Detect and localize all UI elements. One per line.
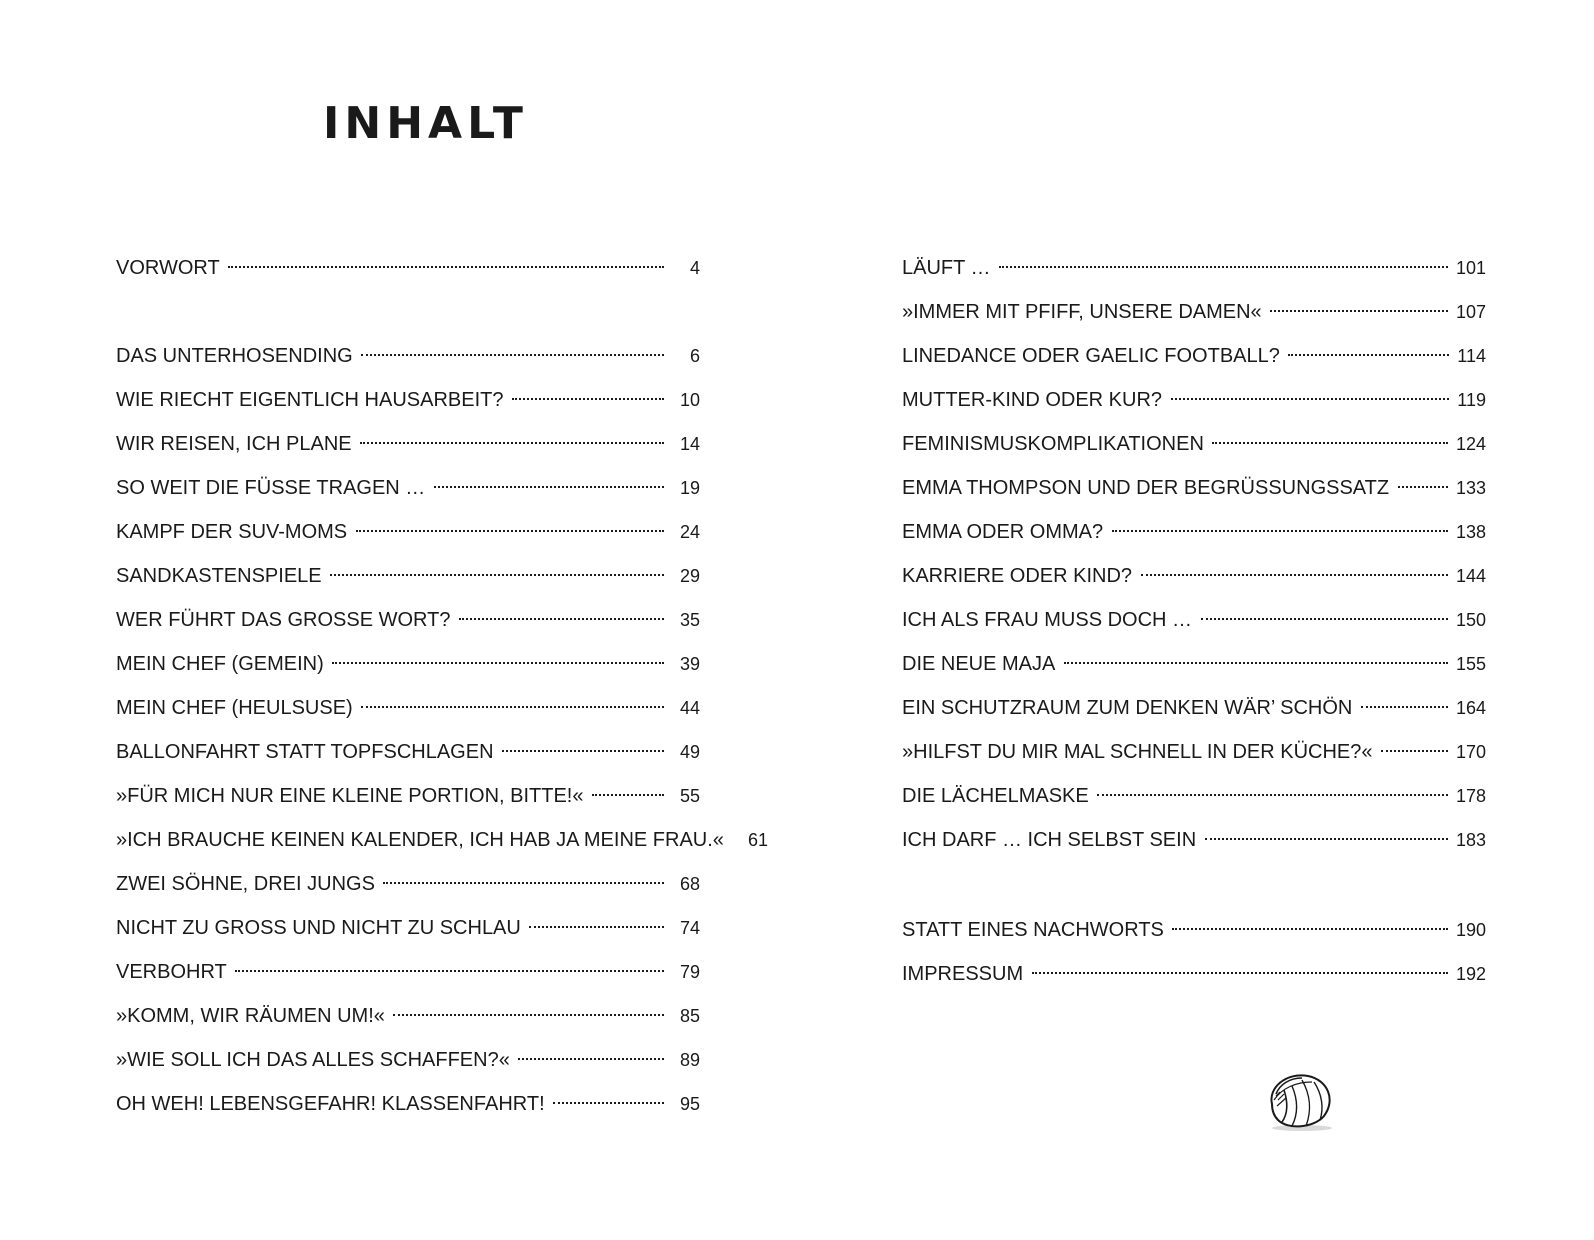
- toc-entry: [116, 646, 700, 682]
- toc-entry: [116, 734, 700, 770]
- toc-entry-title: IMPRESSUM: [902, 963, 1024, 985]
- toc-entry: [902, 470, 1486, 506]
- toc-entry-page-number: 74: [679, 918, 700, 938]
- toc-entry-page-number: 55: [679, 786, 700, 806]
- dot-leader: [1288, 354, 1449, 356]
- dot-leader: [393, 1014, 664, 1016]
- dot-leader: [1205, 838, 1448, 840]
- dot-leader: [529, 926, 664, 928]
- dot-leader: [1097, 794, 1448, 796]
- toc-entry: [902, 382, 1486, 418]
- toc-entry-page-number: 124: [1455, 434, 1486, 454]
- toc-entry: [116, 470, 700, 506]
- toc-entry: [902, 514, 1486, 550]
- toc-entry-title: EIN SCHUTZRAUM ZUM DENKEN WÄR’ SCHÖN: [902, 697, 1353, 719]
- toc-entry-title: FEMINISMUSKOMPLIKATIONEN: [902, 433, 1204, 455]
- dot-leader: [332, 662, 664, 664]
- toc-entry: [902, 646, 1486, 682]
- toc-entry: [116, 866, 700, 902]
- toc-entry-title: »KOMM, WIR RÄUMEN UM!«: [116, 1005, 385, 1027]
- toc-entry: [902, 778, 1486, 814]
- dot-leader: [512, 398, 664, 400]
- toc-entry-page-number: 49: [679, 742, 700, 762]
- toc-entry-page-number: 101: [1455, 258, 1486, 278]
- toc-entry-page-number: 14: [679, 434, 700, 454]
- toc-entry-page-number: 183: [1455, 830, 1486, 850]
- toc-entry-title: NICHT ZU GROSS UND NICHT ZU SCHLAU: [116, 917, 521, 939]
- toc-entry: [902, 250, 1486, 286]
- toc-entry-page-number: 170: [1455, 742, 1486, 762]
- dot-leader: [356, 530, 664, 532]
- toc-entry-page-number: 89: [679, 1050, 700, 1070]
- toc-entry-page-number: 119: [1457, 390, 1486, 410]
- dot-leader: [1270, 310, 1448, 312]
- dot-leader: [434, 486, 664, 488]
- toc-entry-page-number: 192: [1455, 964, 1486, 984]
- toc-entry-title: »ICH BRAUCHE KEINEN KALENDER, ICH HAB JA MEINE FRAU.«: [116, 829, 724, 851]
- dot-leader: [502, 750, 664, 752]
- dot-leader: [1032, 972, 1448, 974]
- page-title: INHALT: [323, 98, 528, 149]
- toc-entry: [116, 998, 700, 1034]
- dot-leader: [360, 442, 664, 444]
- toc-entry-title: EMMA ODER OMMA?: [902, 521, 1104, 543]
- toc-entry-title: DIE NEUE MAJA: [902, 653, 1056, 675]
- toc-entry-title: BALLONFAHRT STATT TOPFSCHLAGEN: [116, 741, 494, 763]
- toc-entry: [116, 1086, 700, 1122]
- toc-entry-title: MEIN CHEF (GEMEIN): [116, 653, 324, 675]
- toc-entry-title: STATT EINES NACHWORTS: [902, 919, 1164, 941]
- dot-leader: [1112, 530, 1448, 532]
- toc-entry: [116, 514, 700, 550]
- toc-entry-page-number: 39: [679, 654, 700, 674]
- toc-entry-title: LÄUFT …: [902, 257, 991, 279]
- toc-entry-title: MUTTER-KIND ODER KUR?: [902, 389, 1163, 411]
- toc-entry-title: SO WEIT DIE FÜSSE TRAGEN …: [116, 477, 426, 499]
- toc-entry-page-number: 19: [679, 478, 700, 498]
- toc-entry: [902, 690, 1486, 726]
- toc-entry: [902, 734, 1486, 770]
- toc-entry: [116, 822, 768, 858]
- toc-entry: [116, 690, 700, 726]
- nut-icon: [1262, 1070, 1338, 1134]
- toc-entry: [902, 956, 1486, 992]
- toc-entry: [116, 426, 700, 462]
- toc-entry-page-number: 144: [1455, 566, 1486, 586]
- toc-entry-title: »IMMER MIT PFIFF, UNSERE DAMEN«: [902, 301, 1262, 323]
- toc-entry: [116, 250, 700, 286]
- toc-entry-title: DIE LÄCHELMASKE: [902, 785, 1089, 807]
- toc-entry: [902, 558, 1486, 594]
- toc-entry-title: ICH ALS FRAU MUSS DOCH …: [902, 609, 1193, 631]
- toc-entry-page-number: 164: [1455, 698, 1486, 718]
- toc-entry-page-number: 95: [679, 1094, 700, 1114]
- toc-entry-title: KAMPF DER SUV-MOMS: [116, 521, 348, 543]
- dot-leader: [459, 618, 664, 620]
- toc-entry-title: WIE RIECHT EIGENTLICH HAUSARBEIT?: [116, 389, 504, 411]
- toc-entry-page-number: 79: [679, 962, 700, 982]
- toc-entry: [902, 338, 1486, 374]
- dot-leader: [228, 266, 664, 268]
- toc-entry-page-number: 150: [1455, 610, 1486, 630]
- toc-entry-title: »HILFST DU MIR MAL SCHNELL IN DER KÜCHE?«: [902, 741, 1373, 763]
- dot-leader: [592, 794, 664, 796]
- toc-entry-page-number: 178: [1455, 786, 1486, 806]
- toc-entry-page-number: 29: [679, 566, 700, 586]
- dot-leader: [1141, 574, 1448, 576]
- dot-leader: [361, 706, 664, 708]
- toc-entry-title: SANDKASTENSPIELE: [116, 565, 322, 587]
- toc-entry-page-number: 10: [679, 390, 700, 410]
- dot-leader: [1381, 750, 1448, 752]
- toc-entry: [902, 294, 1486, 330]
- toc-entry-page-number: 114: [1457, 346, 1486, 366]
- toc-entry-title: LINEDANCE ODER GAELIC FOOTBALL?: [902, 345, 1280, 367]
- dot-leader: [1398, 486, 1448, 488]
- toc-entry-title: »FÜR MICH NUR EINE KLEINE PORTION, BITTE!«: [116, 785, 584, 807]
- toc-entry: [116, 558, 700, 594]
- dot-leader: [330, 574, 664, 576]
- dot-leader: [361, 354, 664, 356]
- toc-entry-page-number: 85: [679, 1006, 700, 1026]
- toc-entry-page-number: 107: [1455, 302, 1486, 322]
- toc-entry-page-number: 35: [679, 610, 700, 630]
- toc-entry-page-number: 155: [1455, 654, 1486, 674]
- toc-entry-title: WIR REISEN, ICH PLANE: [116, 433, 352, 455]
- toc-entry: [902, 602, 1486, 638]
- toc-entry-title: »WIE SOLL ICH DAS ALLES SCHAFFEN?«: [116, 1049, 510, 1071]
- toc-entry-title: KARRIERE ODER KIND?: [902, 565, 1133, 587]
- toc-entry-page-number: 138: [1455, 522, 1486, 542]
- toc-entry-title: WER FÜHRT DAS GROSSE WORT?: [116, 609, 451, 631]
- dot-leader: [1361, 706, 1448, 708]
- toc-entry: [116, 602, 700, 638]
- dot-leader: [1064, 662, 1448, 664]
- toc-entry: [116, 778, 700, 814]
- dot-leader: [553, 1102, 664, 1104]
- toc-entry-page-number: 133: [1455, 478, 1486, 498]
- toc-entry: [116, 1042, 700, 1078]
- dot-leader: [1201, 618, 1448, 620]
- dot-leader: [518, 1058, 664, 1060]
- toc-entry-page-number: 4: [689, 258, 700, 278]
- toc-entry: [902, 822, 1486, 858]
- toc-entry-page-number: 61: [747, 830, 768, 850]
- dot-leader: [235, 970, 664, 972]
- toc-entry-page-number: 24: [679, 522, 700, 542]
- toc-entry-title: ZWEI SÖHNE, DREI JUNGS: [116, 873, 375, 895]
- toc-entry: [116, 954, 700, 990]
- toc-entry: [902, 426, 1486, 462]
- dot-leader: [999, 266, 1448, 268]
- toc-entry-title: OH WEH! LEBENSGEFAHR! KLASSENFAHRT!: [116, 1093, 545, 1115]
- toc-entry-page-number: 6: [689, 346, 700, 366]
- toc-entry-title: DAS UNTERHOSENDING: [116, 345, 353, 367]
- dot-leader: [1172, 928, 1448, 930]
- toc-entry-page-number: 190: [1455, 920, 1486, 940]
- dot-leader: [1171, 398, 1449, 400]
- toc-entry: [116, 382, 700, 418]
- dot-leader: [383, 882, 664, 884]
- toc-entry-title: MEIN CHEF (HEULSUSE): [116, 697, 353, 719]
- toc-entry-title: ICH DARF … ICH SELBST SEIN: [902, 829, 1197, 851]
- toc-entry: [116, 910, 700, 946]
- dot-leader: [1212, 442, 1448, 444]
- toc-entry-page-number: 68: [679, 874, 700, 894]
- toc-entry-page-number: 44: [679, 698, 700, 718]
- toc-entry-title: EMMA THOMPSON UND DER BEGRÜSSUNGSSATZ: [902, 477, 1390, 499]
- toc-entry-title: VERBOHRT: [116, 961, 227, 983]
- toc-entry-title: VORWORT: [116, 257, 220, 279]
- toc-entry: [116, 338, 700, 374]
- toc-entry: [902, 912, 1486, 948]
